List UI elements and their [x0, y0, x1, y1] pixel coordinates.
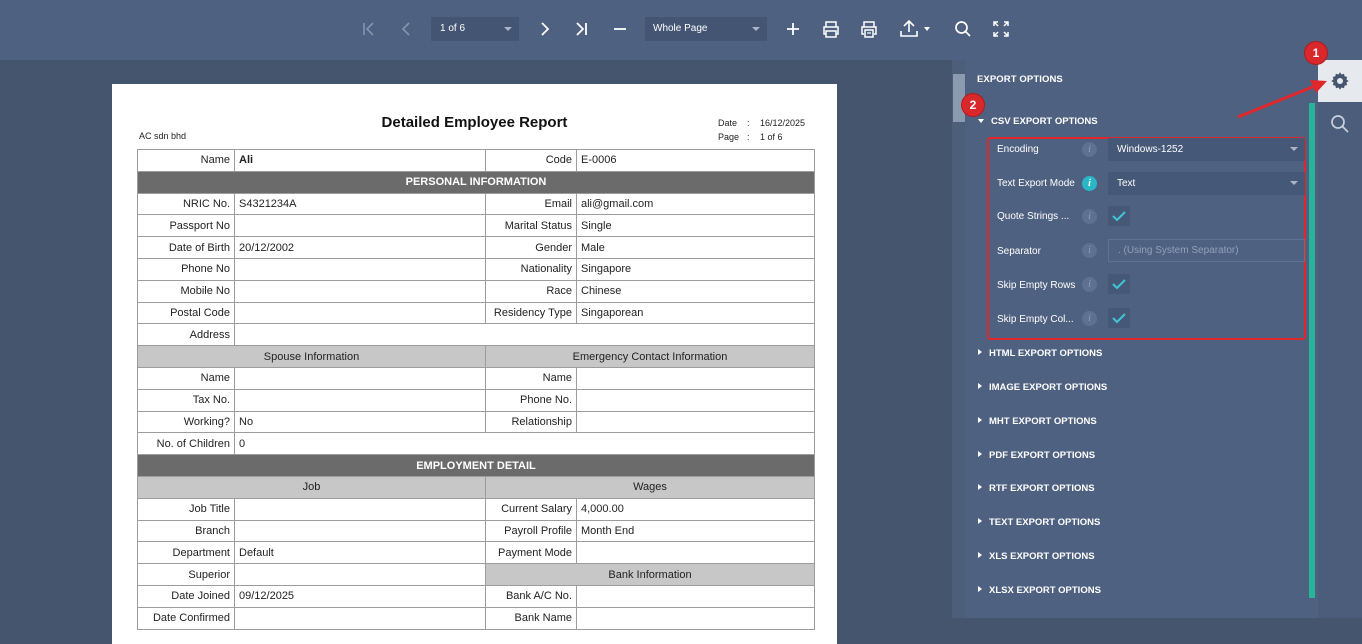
page-selector-value: 1 of 6 — [440, 23, 466, 34]
employee-table — [137, 149, 815, 630]
field-label: Race — [486, 280, 577, 302]
report-title: Detailed Employee Report — [381, 114, 568, 131]
table-row — [138, 433, 815, 455]
image-export-options-header[interactable] — [978, 382, 1107, 393]
table-row — [138, 498, 815, 520]
table-row — [138, 389, 815, 411]
text-export-mode-value: Text — [1117, 178, 1136, 189]
field-label: Department — [138, 542, 235, 564]
expanded-triangle-icon — [978, 119, 984, 123]
personal-info-header: PERSONAL INFORMATION — [138, 171, 815, 193]
date-value: 16/12/2025 — [760, 118, 806, 128]
zoom-out-button[interactable] — [609, 14, 631, 44]
gear-icon — [1329, 70, 1351, 92]
field-label: Payroll Profile — [486, 520, 577, 542]
next-page-button[interactable] — [533, 14, 555, 44]
html-export-options-header[interactable] — [978, 348, 1102, 359]
print-button[interactable] — [819, 14, 843, 44]
code-value: E-0006 — [577, 150, 815, 172]
field-value: Male — [577, 237, 815, 259]
bank-info-header: Bank Information — [486, 564, 815, 586]
field-label: Current Salary — [486, 498, 577, 520]
spouse-info-header: Spouse Information — [138, 346, 486, 368]
field-value — [235, 520, 486, 542]
field-value: 20/12/2002 — [235, 237, 486, 259]
superior-label: Superior — [138, 564, 235, 586]
zoom-selector-value: Whole Page — [653, 23, 708, 34]
section-label: PDF EXPORT OPTIONS — [989, 450, 1096, 461]
emergency-contact-header: Emergency Contact Information — [486, 346, 815, 368]
table-row — [138, 324, 815, 346]
report-page-info — [718, 132, 783, 142]
print-page-button[interactable] — [857, 14, 881, 44]
section-label: XLS EXPORT OPTIONS — [989, 551, 1095, 562]
info-icon[interactable]: i — [1082, 243, 1097, 258]
export-options-tab[interactable] — [1318, 60, 1362, 102]
date-confirmed-label: Date Confirmed — [138, 607, 235, 629]
table-row — [138, 520, 815, 542]
date-confirmed-value — [235, 607, 486, 629]
collapsed-triangle-icon — [978, 484, 982, 490]
callout-badge-1: 1 — [1305, 42, 1327, 64]
rtf-export-options-header[interactable] — [978, 483, 1095, 494]
separator-input[interactable]: . (Using System Separator) — [1108, 239, 1305, 262]
info-icon[interactable]: i — [1082, 311, 1097, 326]
field-value — [235, 215, 486, 237]
previous-page-button[interactable] — [396, 14, 418, 44]
xls-export-options-header[interactable] — [978, 551, 1095, 562]
upload-icon — [898, 19, 932, 39]
field-label: Passport No — [138, 215, 235, 237]
field-label: Email — [486, 193, 577, 215]
date-joined-label: Date Joined — [138, 585, 235, 607]
field-label: Phone No — [138, 258, 235, 280]
page-selector[interactable] — [431, 17, 519, 41]
field-value — [235, 389, 486, 411]
collapsed-triangle-icon — [978, 383, 982, 389]
skip-empty-columns-label: Skip Empty Col... — [997, 314, 1074, 325]
name-value: Ali — [235, 150, 486, 172]
field-label: Gender — [486, 237, 577, 259]
printer-icon — [821, 19, 841, 39]
xlsx-export-options-header[interactable] — [978, 585, 1101, 596]
table-row — [138, 280, 815, 302]
collapsed-triangle-icon — [978, 552, 982, 558]
page-value: 1 of 6 — [760, 132, 783, 142]
code-label: Code — [486, 150, 577, 172]
checkmark-icon — [1112, 312, 1126, 324]
zoom-selector[interactable] — [645, 17, 767, 41]
table-row — [138, 585, 815, 607]
field-label: Job Title — [138, 498, 235, 520]
field-value: No — [235, 411, 486, 433]
viewer-scrollbar[interactable] — [952, 60, 966, 618]
info-icon[interactable]: i — [1082, 277, 1097, 292]
field-value: Month End — [577, 520, 815, 542]
field-label: Working? — [138, 411, 235, 433]
table-row — [138, 150, 815, 172]
table-row — [138, 193, 815, 215]
field-label: Name — [486, 367, 577, 389]
field-value: Singaporean — [577, 302, 815, 324]
search-icon — [1330, 114, 1350, 134]
fullscreen-button[interactable] — [990, 14, 1012, 44]
dropdown-arrow-icon — [1290, 181, 1298, 185]
export-options-panel — [966, 60, 1318, 618]
section-label: CSV EXPORT OPTIONS — [991, 116, 1098, 127]
dropdown-arrow-icon — [752, 27, 760, 31]
field-value — [235, 367, 486, 389]
chevron-right-icon — [536, 21, 552, 37]
section-label: MHT EXPORT OPTIONS — [989, 416, 1097, 427]
search-icon — [954, 20, 972, 38]
section-label: TEXT EXPORT OPTIONS — [989, 517, 1101, 528]
search-button[interactable] — [952, 14, 974, 44]
field-label: Residency Type — [486, 302, 577, 324]
field-value: S4321234A — [235, 193, 486, 215]
field-value: ali@gmail.com — [577, 193, 815, 215]
checkmark-icon — [1112, 278, 1126, 290]
minus-icon — [612, 21, 628, 37]
last-page-icon — [573, 21, 589, 37]
field-label: Postal Code — [138, 302, 235, 324]
field-label: Date of Birth — [138, 237, 235, 259]
section-header — [138, 171, 815, 193]
table-row — [138, 215, 815, 237]
field-value: Singapore — [577, 258, 815, 280]
field-label: Tax No. — [138, 389, 235, 411]
section-header — [138, 455, 815, 477]
field-value — [235, 498, 486, 520]
field-value — [577, 411, 815, 433]
field-label: NRIC No. — [138, 193, 235, 215]
page-label: Page — [718, 132, 740, 142]
collapsed-triangle-icon — [978, 586, 982, 592]
skip-empty-columns-checkbox[interactable] — [1108, 308, 1130, 328]
field-value — [577, 542, 815, 564]
dropdown-arrow-icon — [504, 27, 512, 31]
date-joined-value: 09/12/2025 — [235, 585, 486, 607]
field-value — [235, 280, 486, 302]
text-export-mode-select[interactable] — [1108, 172, 1305, 195]
page-separator: : — [747, 132, 750, 142]
wages-header: Wages — [486, 476, 815, 498]
section-label: RTF EXPORT OPTIONS — [989, 483, 1095, 494]
checkmark-icon — [1112, 210, 1126, 222]
table-row — [138, 411, 815, 433]
section-label: IMAGE EXPORT OPTIONS — [989, 382, 1108, 393]
fullscreen-icon — [992, 20, 1010, 38]
field-label: Mobile No — [138, 280, 235, 302]
dropdown-arrow-icon — [1290, 147, 1298, 151]
info-icon[interactable]: i — [1082, 142, 1097, 157]
children-value: 0 — [235, 433, 815, 455]
bank-ac-label: Bank A/C No. — [486, 585, 577, 607]
table-row — [138, 237, 815, 259]
address-value — [235, 324, 815, 346]
report-page — [112, 84, 837, 644]
csv-export-options-header[interactable] — [978, 116, 1098, 127]
collapsed-triangle-icon — [978, 349, 982, 355]
field-value: Chinese — [577, 280, 815, 302]
separator-label: Separator — [997, 246, 1041, 257]
field-value — [235, 258, 486, 280]
field-label: Nationality — [486, 258, 577, 280]
name-label: Name — [138, 150, 235, 172]
superior-value — [235, 564, 486, 586]
section-label: XLSX EXPORT OPTIONS — [989, 585, 1101, 596]
side-tabs — [1318, 60, 1362, 618]
pdf-export-options-header[interactable] — [978, 450, 1095, 461]
search-tab[interactable] — [1318, 104, 1362, 144]
subsection-header — [138, 346, 815, 368]
field-value: Default — [235, 542, 486, 564]
skip-empty-rows-checkbox[interactable] — [1108, 274, 1130, 294]
skip-empty-rows-label: Skip Empty Rows — [997, 280, 1076, 291]
plus-icon — [785, 21, 801, 37]
encoding-select[interactable] — [1108, 138, 1305, 161]
table-row — [138, 302, 815, 324]
encoding-label: Encoding — [997, 144, 1039, 155]
field-value — [235, 302, 486, 324]
section-label: HTML EXPORT OPTIONS — [989, 348, 1103, 359]
quote-strings-checkbox[interactable] — [1108, 206, 1130, 226]
mht-export-options-header[interactable] — [978, 416, 1097, 427]
table-row — [138, 367, 815, 389]
text-export-options-header[interactable] — [978, 517, 1100, 528]
export-button[interactable] — [896, 14, 934, 44]
collapsed-triangle-icon — [978, 451, 982, 457]
employment-detail-header: EMPLOYMENT DETAIL — [138, 455, 815, 477]
field-label: Marital Status — [486, 215, 577, 237]
first-page-icon — [361, 21, 377, 37]
print-page-icon — [859, 19, 879, 39]
date-separator: : — [747, 118, 750, 128]
toolbar — [0, 0, 1362, 60]
job-header: Job — [138, 476, 486, 498]
quote-strings-label: Quote Strings ... — [997, 211, 1070, 222]
callout-badge-2: 2 — [962, 94, 984, 116]
info-icon[interactable]: i — [1082, 209, 1097, 224]
table-row — [138, 542, 815, 564]
field-value: 4,000.00 — [577, 498, 815, 520]
date-label: Date — [718, 118, 738, 128]
children-label: No. of Children — [138, 433, 235, 455]
field-label: Relationship — [486, 411, 577, 433]
first-page-button[interactable] — [358, 14, 380, 44]
field-value: Single — [577, 215, 815, 237]
field-label: Branch — [138, 520, 235, 542]
field-label: Name — [138, 367, 235, 389]
field-label: Phone No. — [486, 389, 577, 411]
bank-ac-value — [577, 585, 815, 607]
zoom-in-button[interactable] — [782, 14, 804, 44]
last-page-button[interactable] — [570, 14, 592, 44]
company-name: AC sdn bhd — [139, 131, 187, 141]
field-label: Payment Mode — [486, 542, 577, 564]
chevron-left-icon — [399, 21, 415, 37]
report-date — [718, 118, 805, 128]
panel-title: EXPORT OPTIONS — [977, 74, 1063, 85]
bank-name-label: Bank Name — [486, 607, 577, 629]
table-row — [138, 258, 815, 280]
panel-scroll-accent[interactable] — [1309, 103, 1315, 598]
field-value — [577, 367, 815, 389]
subsection-header — [138, 476, 815, 498]
field-value — [577, 389, 815, 411]
collapsed-triangle-icon — [978, 518, 982, 524]
encoding-value: Windows-1252 — [1117, 144, 1184, 155]
table-row — [138, 607, 815, 629]
collapsed-triangle-icon — [978, 417, 982, 423]
address-label: Address — [138, 324, 235, 346]
text-export-mode-label: Text Export Mode — [997, 178, 1075, 189]
info-icon[interactable]: i — [1082, 176, 1097, 191]
table-row — [138, 564, 815, 586]
bank-name-value — [577, 607, 815, 629]
document-viewer[interactable] — [0, 60, 952, 625]
